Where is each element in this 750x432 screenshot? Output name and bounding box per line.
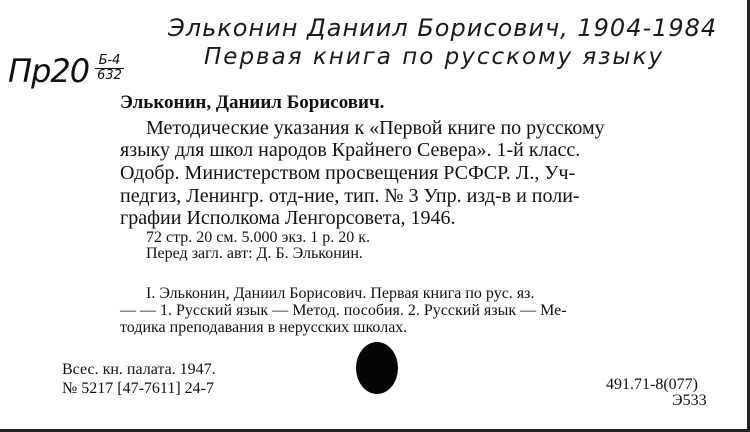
body-line: графии Исполкома Ленгорсовета, 1946. — [120, 207, 456, 229]
body-line: педгиз, Ленингр. отд-ние, тип. № 3 Упр. изд-в и поли- — [120, 185, 580, 207]
handwritten-author-line: Эльконин Даниил Борисович, 1904-1984 — [168, 14, 718, 42]
handwritten-title-line: Первая книга по русскому языку — [204, 44, 665, 70]
shelfmark-main: Пр20 — [8, 52, 90, 90]
shelfmark-fraction-bottom: 632 — [97, 68, 122, 83]
shelfmark-fraction — [95, 54, 124, 83]
book-chamber-line: Всес. кн. палата. 1947. — [62, 361, 216, 378]
body-line: Одобр. Министерством просвещения РСФСР. Л., Уч- — [120, 162, 576, 184]
title-note: Перед загл. авт: Д. Б. Эльконин. — [146, 245, 363, 262]
body-line: языку для школ народов Крайнего Севера». 1-й класс. — [120, 139, 581, 161]
registration-number: № 5217 [47-7611] 24-7 — [62, 380, 214, 397]
punch-hole — [356, 342, 398, 394]
shelfmark-fraction-top: Б-4 — [95, 54, 124, 69]
classification-code: 491.71-8(077) — [606, 376, 698, 393]
card-heading: Эльконин, Даниил Борисович. — [120, 92, 385, 113]
author-mark: Э533 — [672, 392, 707, 409]
collation-line: 72 стр. 20 см. 5.000 экз. 1 р. 20 к. — [146, 229, 371, 246]
shelfmark — [8, 52, 124, 90]
tracing-line: — — 1. Русский язык — Метод. пособия. 2. Русский язык — Ме- — [120, 302, 567, 319]
tracing-line: I. Эльконин, Даниил Борисович. Первая книга по рус. яз. — [146, 285, 535, 302]
body-line: Методические указания к «Первой книге по русскому — [146, 117, 605, 139]
tracing-line: тодика преподавания в нерусских школах. — [120, 319, 408, 336]
